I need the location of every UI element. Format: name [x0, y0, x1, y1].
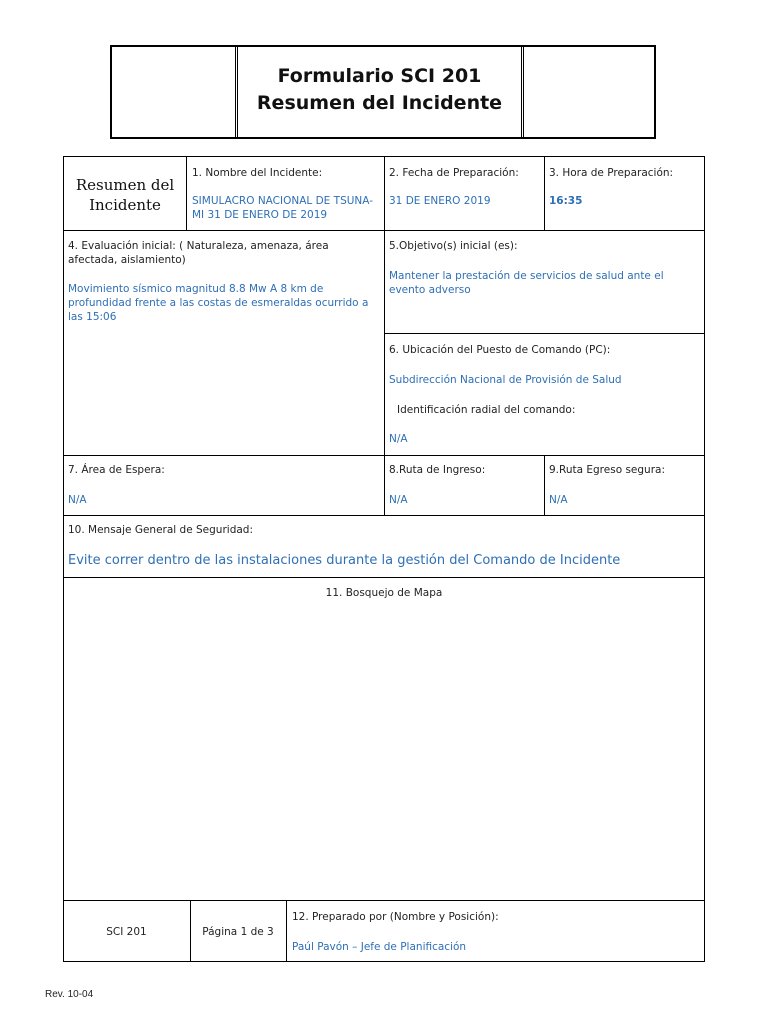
col-line-a — [186, 156, 187, 230]
form-title-line1: Formulario SCI 201 — [277, 65, 482, 87]
form-title — [238, 63, 521, 117]
col-line-c — [544, 156, 545, 230]
safety-message-value[interactable]: Evite correr dentro de las instalaciones durante la gestión del Comando de Incidente — [68, 553, 621, 568]
incident-name-label: 1. Nombre del Incidente: — [192, 167, 323, 179]
prep-date-label: 2. Fecha de Preparación: — [389, 167, 519, 179]
prep-time-value[interactable]: 16:35 — [549, 195, 583, 207]
entry-route-label: 8.Ruta de Ingreso: — [389, 464, 486, 476]
initial-eval-label: 4. Evaluación inicial: ( Naturaleza, amenaza, área afectada, aislamiento) — [68, 240, 329, 266]
form-code: SCI 201 — [106, 926, 147, 938]
row-line-4 — [63, 577, 705, 578]
exit-route-label: 9.Ruta Egreso segura: — [549, 464, 666, 476]
entry-route-value[interactable]: N/A — [389, 494, 408, 506]
objectives-value[interactable]: Mantener la prestación de servicios de salud ante el evento adverso — [389, 270, 664, 296]
prepared-by-value[interactable]: Paúl Pavón – Jefe de Planificación — [292, 941, 467, 953]
prep-time-label: 3. Hora de Preparación: — [549, 167, 674, 179]
section-title: Resumen del Incidente — [75, 176, 175, 214]
col-line-d — [544, 455, 545, 515]
col-line-f — [286, 900, 287, 962]
prepared-by-label: 12. Preparado por (Nombre y Posición): — [292, 911, 499, 923]
prep-date-value[interactable]: 31 DE ENERO 2019 — [389, 195, 491, 207]
exit-route-value[interactable]: N/A — [549, 494, 568, 506]
row-line-5 — [63, 900, 705, 901]
row-line-3 — [63, 515, 705, 516]
col-line-b — [384, 156, 385, 515]
staging-area-label: 7. Área de Espera: — [68, 464, 165, 476]
radio-id-value[interactable]: N/A — [389, 433, 408, 445]
revision-label: Rev. 10-04 — [45, 989, 94, 1000]
incident-name-value[interactable]: SIMULACRO NACIONAL DE TSUNA-MI 31 DE ENERO DE 2019 — [192, 195, 374, 221]
map-sketch-label: 11. Bosquejo de Mapa — [325, 587, 443, 599]
objectives-label: 5.Objetivo(s) inicial (es): — [389, 240, 518, 252]
header-divider-right — [521, 45, 524, 139]
staging-area-value[interactable]: N/A — [68, 494, 87, 506]
row-line-5-6 — [384, 333, 705, 334]
radio-id-label: Identificación radial del comando: — [397, 404, 576, 416]
initial-eval-value[interactable]: Movimiento sísmico magnitud 8.8 Mw A 8 km de profundidad frente a las costas de esmeraldas ocurrido a las 15:06 — [68, 283, 369, 323]
form-title-line2: Resumen del Incidente — [256, 92, 503, 114]
map-sketch-area[interactable] — [64, 604, 704, 898]
page-number: Página 1 de 3 — [202, 926, 274, 938]
command-post-value[interactable]: Subdirección Nacional de Provisión de Salud — [389, 374, 622, 386]
command-post-label: 6. Ubicación del Puesto de Comando (PC): — [389, 344, 611, 356]
safety-message-label: 10. Mensaje General de Seguridad: — [68, 524, 253, 536]
